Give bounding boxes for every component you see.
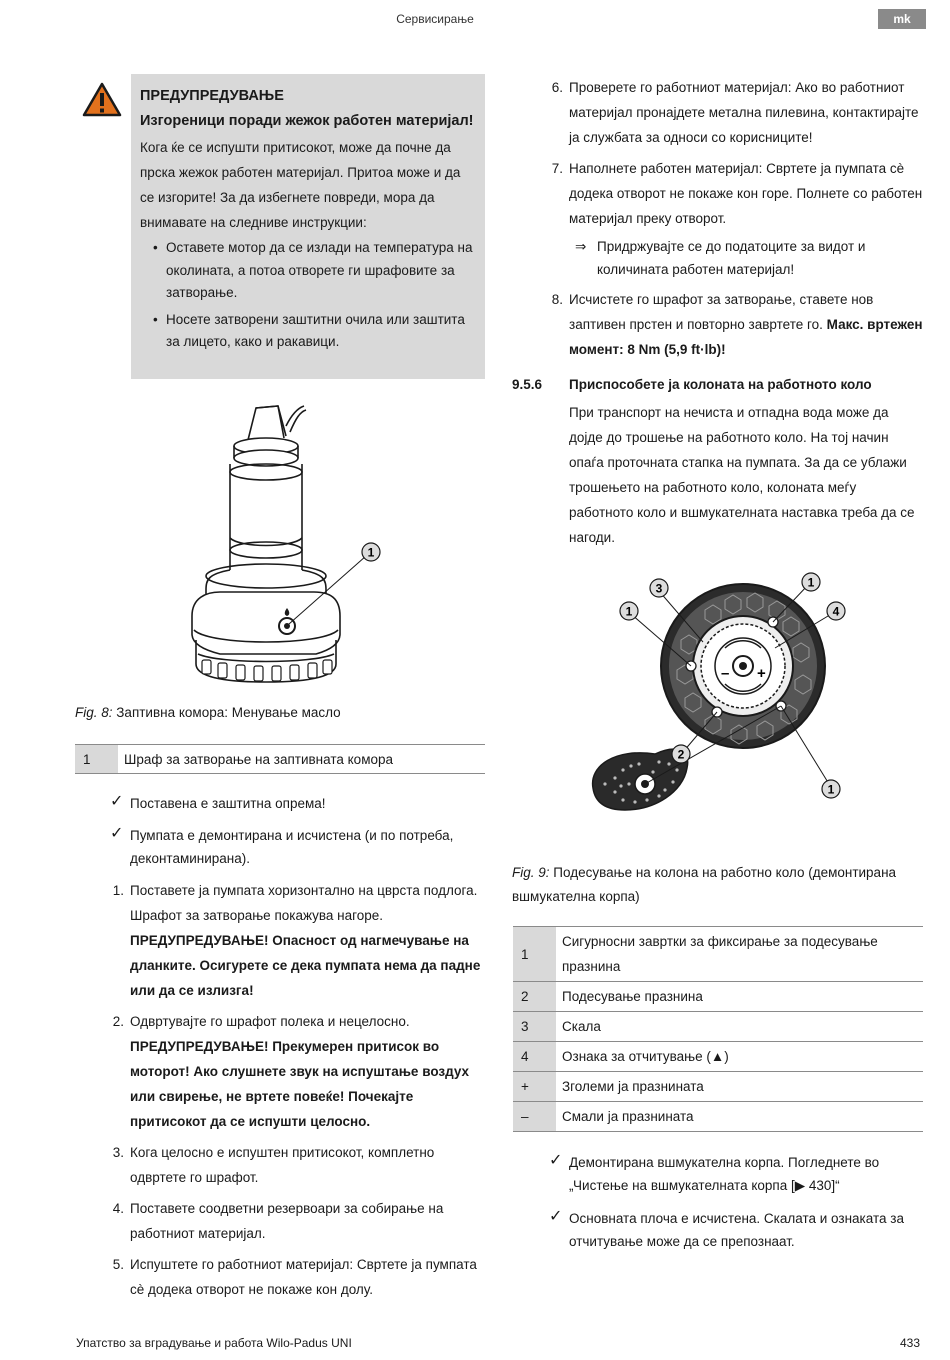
warning-title: ПРЕДУПРЕДУВАЊЕ bbox=[140, 88, 284, 104]
step-text: Поставете ја пумпата хоризонтално на цврста подлога. Шрафот за затворање покажува нагоре. bbox=[130, 883, 478, 923]
legend-key: 1 bbox=[513, 927, 556, 982]
legend-key: 1 bbox=[75, 745, 118, 774]
section-body: При транспорт на нечиста и отпадна вода може да дојде до трошење на работното коло. На тој начин опаѓа проточната стапка на пумпата. За да се ублажи трошењето на работното коло, колоната меѓу работното коло и вшмукателната наставка треба да се нагоди. bbox=[569, 405, 915, 545]
step-number: 5. bbox=[112, 1257, 124, 1272]
fig8-caption bbox=[75, 705, 485, 720]
prerequisite-item bbox=[110, 792, 485, 815]
prerequisite-text: Демонтирана вшмукателна корпа. Погледнете во „Чистење на вшмукателната корпа [▶ 430]“ bbox=[569, 1155, 880, 1193]
left-steps bbox=[108, 878, 488, 1308]
legend-key: 3 bbox=[513, 1012, 556, 1042]
step-item bbox=[108, 1009, 488, 1134]
step-text: Проверете го работниот материјал: Ако во работниот материјал пронајдете метална пилевина, контактирајте ја службата за односи со корисниците! bbox=[569, 80, 919, 145]
section-title: Приспособете ја колоната на работното коло bbox=[569, 377, 872, 392]
prerequisite-text: Пумпата е демонтирана и исчистена (и по потреба, деконтаминирана). bbox=[130, 828, 454, 866]
legend-key: – bbox=[513, 1102, 556, 1132]
footer-document-title: Упатство за вградување и работа Wilo-Padus UNI bbox=[76, 1336, 352, 1350]
step-warning: ПРЕДУПРЕДУВАЊЕ! Прекумерен притисок во моторот! Ако слушнете звук на испуштање воздух или свирење, не вртете повеќе! Почекајте притисокот да се испушти целосно. bbox=[130, 1039, 470, 1129]
prerequisite-text: Основната плоча е исчистена. Скалата и ознаката за отчитување може да се препознаат. bbox=[569, 1211, 904, 1249]
step-text: Наполнете работен материјал: Свртете ја пумпата сè додека отворот не покаже кон горе. Полнете со работен материјал преку отворот. bbox=[569, 161, 923, 226]
step-number: 1. bbox=[112, 883, 124, 898]
pump-illustration bbox=[180, 398, 390, 688]
legend-text: Скала bbox=[556, 1012, 923, 1042]
result-text: Придржувајте се до податоците за видот и количината работен материјал! bbox=[597, 239, 866, 277]
table-row bbox=[513, 1012, 923, 1042]
fig9-callout-4: 4 bbox=[832, 604, 840, 619]
step-text: Испуштете го работниот материјал: Свртете ја пумпата сè додека отворот не покаже кон долу. bbox=[130, 1257, 477, 1297]
prerequisite-text: Поставена е заштитна опрема! bbox=[130, 796, 326, 811]
legend-key: + bbox=[513, 1072, 556, 1102]
step-item bbox=[108, 878, 488, 1003]
step-text: Кога целосно е испуштен притисокот, комплетно одвртете го шрафот. bbox=[130, 1145, 435, 1185]
step-text: Исчистете го шрафот за затворање, ставете нов заптивен прстен и повторно завртете го. bbox=[569, 292, 874, 332]
fig9-legend-table bbox=[513, 926, 923, 1132]
warning-body: Кога ќе се испушти притисокот, може да почне да прска жежок работен материјал. Притоа може и да се изгорите! За да избегнете повреди, мора да внимавате на следниве инструкции: bbox=[140, 140, 461, 230]
result-arrow-icon: ⇒ bbox=[575, 239, 587, 254]
fig9-callout-3: 3 bbox=[655, 581, 663, 596]
fig9-plus-sign: + bbox=[757, 665, 766, 682]
table-row bbox=[75, 745, 485, 774]
result-item bbox=[569, 235, 927, 281]
fig8-caption-prefix: Fig. 8: bbox=[75, 705, 113, 720]
fig9-caption-prefix: Fig. 9: bbox=[512, 865, 550, 880]
table-row bbox=[513, 1072, 923, 1102]
table-row bbox=[513, 1042, 923, 1072]
warning-bullets bbox=[140, 237, 475, 354]
step-text: Одвртувајте го шрафот полека и нецелосно. bbox=[130, 1014, 410, 1029]
fig9-callout-1: 1 bbox=[827, 782, 835, 797]
fig9-caption-text: Подесување на колона на работно коло (демонтирана вшмукателна корпа) bbox=[512, 865, 897, 904]
step-number: 2. bbox=[112, 1014, 124, 1029]
legend-text: Ознака за отчитување (▲) bbox=[556, 1042, 923, 1072]
section-number: 9.5.6 bbox=[512, 377, 543, 392]
legend-key: 4 bbox=[513, 1042, 556, 1072]
warning-content bbox=[140, 84, 475, 358]
step-item bbox=[547, 156, 927, 231]
table-row bbox=[513, 982, 923, 1012]
right-steps bbox=[547, 75, 927, 368]
step-item bbox=[108, 1140, 488, 1190]
fig9-callout-2: 2 bbox=[677, 747, 685, 762]
warning-bullet: • Оставете мотор да се излади на температура на околината, а потоа отворете ги шрафовите за затворање. bbox=[166, 237, 475, 305]
check-icon: ✓ bbox=[110, 793, 124, 810]
step-number: 8. bbox=[551, 292, 563, 307]
fig9-callout-1: 1 bbox=[625, 604, 633, 619]
step-item bbox=[108, 1252, 488, 1302]
prerequisite-item bbox=[549, 1207, 927, 1253]
page-number: 433 bbox=[899, 1336, 920, 1350]
fig9-minus-sign: – bbox=[721, 665, 730, 682]
step-item bbox=[108, 1196, 488, 1246]
legend-text: Сигурносни завртки за фиксирање за подесување празнина bbox=[556, 927, 923, 982]
step-number: 6. bbox=[551, 80, 563, 95]
fig8-legend-table bbox=[75, 744, 485, 774]
fig8-caption-text: Заптивна комора: Менување масло bbox=[116, 705, 341, 720]
step-number: 7. bbox=[551, 161, 563, 176]
check-icon: ✓ bbox=[549, 1208, 563, 1225]
step-text: Поставете соодветни резервоари за собирање на работниот материјал. bbox=[130, 1201, 444, 1241]
prerequisite-item bbox=[110, 824, 485, 870]
legend-text: Зголеми ја празнината bbox=[556, 1072, 923, 1102]
table-row bbox=[513, 927, 923, 982]
legend-text: Подесување празнина bbox=[556, 982, 923, 1012]
check-icon: ✓ bbox=[110, 825, 124, 842]
step-item bbox=[547, 287, 927, 362]
prerequisite-item bbox=[549, 1151, 927, 1197]
step-warning: ПРЕДУПРЕДУВАЊЕ! Опасност од нагмечување на дланките. Осигурете се дека пумпата нема да падне или да се излизга! bbox=[130, 933, 481, 998]
legend-key: 2 bbox=[513, 982, 556, 1012]
fig9-caption bbox=[512, 861, 924, 909]
warning-triangle-icon bbox=[82, 82, 122, 118]
running-header: Сервисирање bbox=[396, 12, 474, 26]
step-item bbox=[547, 75, 927, 150]
step-warning: Макс. вртежен момент: 8 Nm (5,9 ft·lb)! bbox=[569, 317, 923, 357]
language-tab: mk bbox=[878, 9, 926, 29]
step-number: 3. bbox=[112, 1145, 124, 1160]
table-row bbox=[513, 1102, 923, 1132]
check-icon: ✓ bbox=[549, 1152, 563, 1169]
warning-subtitle: Изгореници поради жежок работен материјал! bbox=[140, 113, 474, 129]
impeller-gap-illustration bbox=[585, 570, 855, 830]
warning-bullet: • Носете затворени заштитни очила или заштита за лицето, како и ракавици. bbox=[166, 309, 475, 354]
legend-text: Смали ја празнината bbox=[556, 1102, 923, 1132]
legend-text: Шраф за затворање на заптивната комора bbox=[118, 745, 485, 774]
step-number: 4. bbox=[112, 1201, 124, 1216]
fig9-callout-1: 1 bbox=[807, 575, 815, 590]
left-prerequisites bbox=[110, 792, 485, 879]
fig8-callout: 1 bbox=[367, 545, 375, 560]
right-prerequisites bbox=[549, 1151, 927, 1262]
